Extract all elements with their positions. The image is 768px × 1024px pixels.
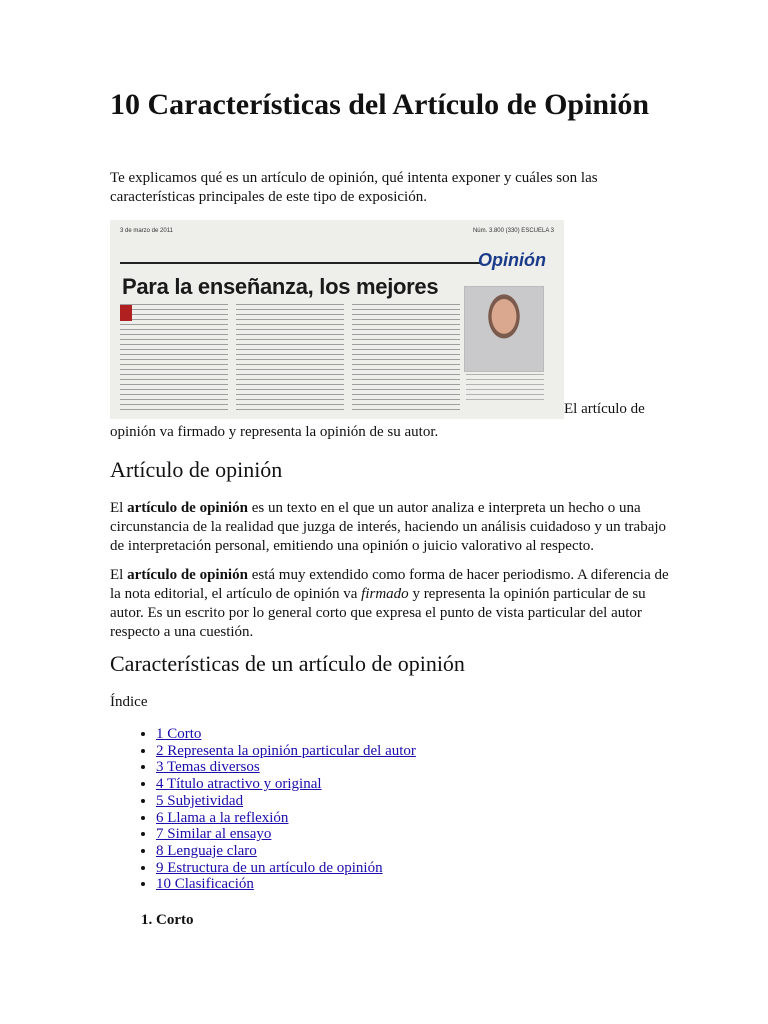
toc-link[interactable]: 10 Clasificación bbox=[156, 876, 254, 893]
toc-item bbox=[156, 826, 416, 843]
paragraph: El artículo de opinión está muy extendido como forma de hacer periodismo. A diferencia de la nota editorial, el artículo de opinión va firmado y representa la opinión particular de su autor. Es un escrito por lo general corto que expresa el punto de vista particular del autor respecto a una cuestión. bbox=[110, 567, 669, 640]
toc-link[interactable]: 4 Título atractivo y original bbox=[156, 776, 322, 793]
bold-term: artículo de opinión bbox=[127, 500, 248, 516]
subsection-heading: 1. Corto bbox=[156, 912, 194, 929]
photo-caption-lines bbox=[466, 374, 544, 404]
clipping-dropcap bbox=[120, 305, 132, 321]
clipping-rule bbox=[120, 262, 480, 264]
toc-item bbox=[156, 793, 416, 810]
toc-item bbox=[156, 776, 416, 793]
toc-link[interactable]: 7 Similar al ensayo bbox=[156, 826, 272, 843]
toc-link[interactable]: 9 Estructura de un artículo de opinión bbox=[156, 859, 383, 876]
toc-item bbox=[156, 843, 416, 860]
clipping-issue: Núm. 3.800 (330) ESCUELA 3 bbox=[472, 228, 554, 234]
toc-link[interactable]: 1 Corto bbox=[156, 726, 202, 742]
subsection-list bbox=[110, 912, 194, 929]
index-label: Índice bbox=[110, 694, 148, 710]
toc-link[interactable]: 8 Lenguaje claro bbox=[156, 842, 257, 859]
clipping-headline: Para la enseñanza, los mejores bbox=[122, 274, 439, 299]
intro-text: Te explicamos qué es un artículo de opinión, qué intenta exponer y cuáles son las características principales de este tipo de exposición. bbox=[110, 170, 598, 205]
toc-link[interactable]: 6 Llama a la reflexión bbox=[156, 809, 289, 826]
section-heading: Artículo de opinión bbox=[110, 457, 283, 482]
toc-link[interactable]: 3 Temas diversos bbox=[156, 759, 260, 776]
table-of-contents bbox=[110, 726, 416, 893]
figure-caption-continued: opinión va firmado y representa la opinión de su autor. bbox=[110, 424, 439, 440]
clipping-column bbox=[120, 304, 228, 414]
toc-item bbox=[156, 743, 416, 760]
author-photo bbox=[464, 286, 544, 372]
clipping-column bbox=[352, 304, 460, 414]
figure-caption: El artículo de bbox=[564, 401, 645, 417]
clipping-section: Opinión bbox=[478, 250, 546, 270]
clipping-column bbox=[236, 304, 344, 414]
italic-term: firmado bbox=[361, 586, 409, 602]
newspaper-clipping-image bbox=[110, 220, 564, 419]
toc-item bbox=[156, 860, 416, 877]
toc-link[interactable]: 2 Representa la opinión particular del autor bbox=[156, 742, 416, 759]
paragraph: El artículo de opinión es un texto en el que un autor analiza e interpreta un hecho o una circunstancia de la realidad que juzga de interés, haciendo un análisis cuidadoso y un trabajo de interpretación personal, emitiendo una opinión o juicio valorativo al respecto. bbox=[110, 500, 667, 554]
toc-item bbox=[156, 726, 416, 743]
clipping-date: 3 de marzo de 2011 bbox=[120, 228, 173, 234]
bold-term: artículo de opinión bbox=[127, 567, 248, 583]
clipping-text-columns bbox=[120, 304, 460, 414]
figure bbox=[110, 220, 710, 419]
toc-item bbox=[156, 876, 416, 893]
toc-item bbox=[156, 810, 416, 827]
toc-item bbox=[156, 759, 416, 776]
toc-link[interactable]: 5 Subjetividad bbox=[156, 792, 244, 809]
section-heading: Características de un artículo de opinión bbox=[110, 651, 465, 676]
page-title: 10 Características del Artículo de Opinión bbox=[110, 88, 650, 121]
